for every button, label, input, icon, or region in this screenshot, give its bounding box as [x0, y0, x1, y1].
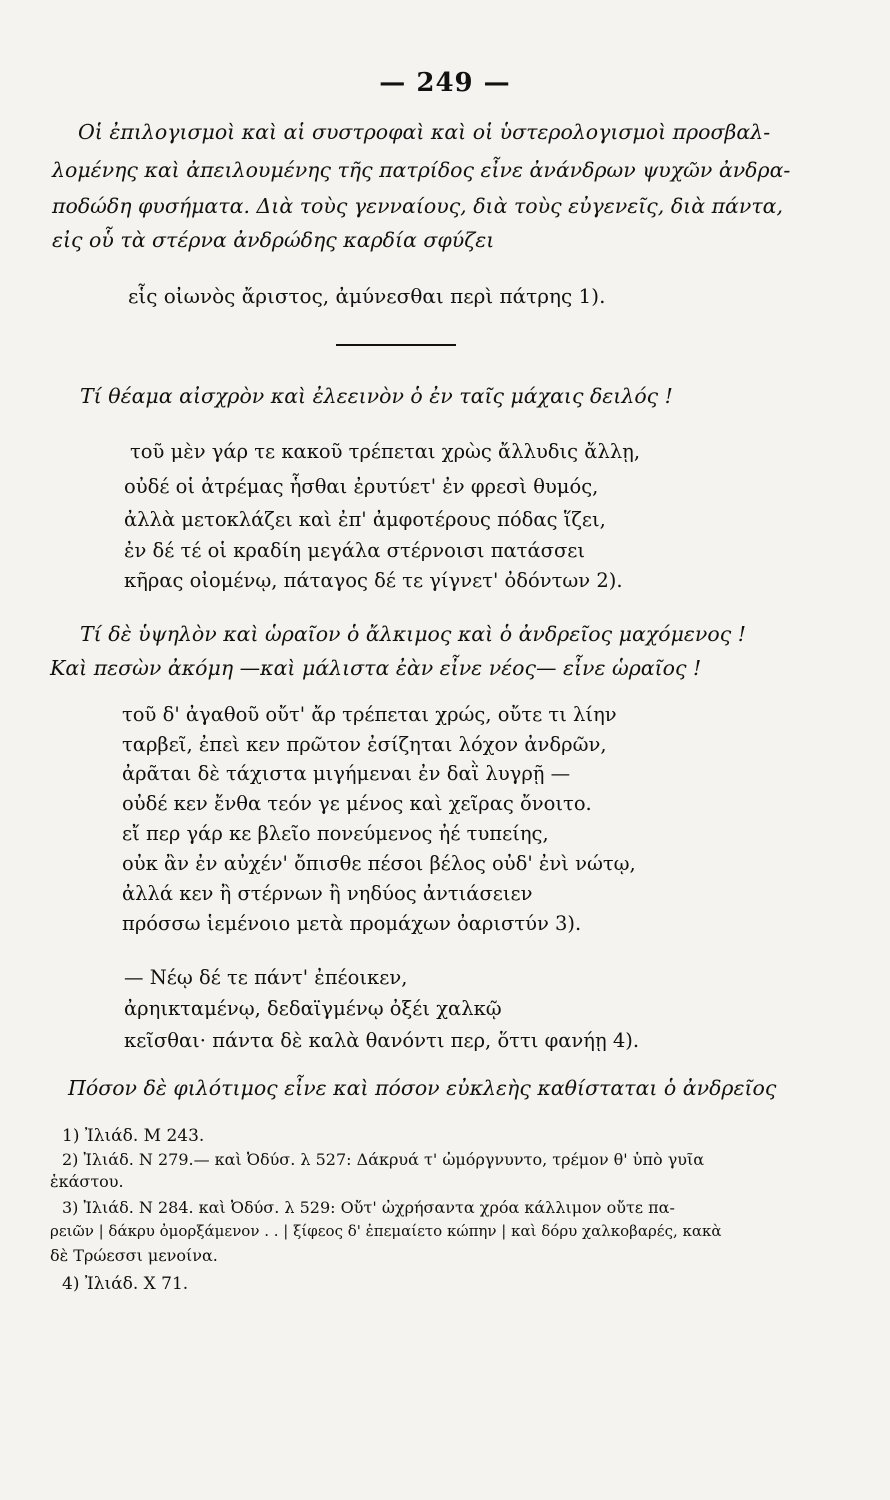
- para1-line-3: ποδώδη φυσήματα. Διὰ τοὺς γενναίους, διὰ τοὺς εὐγενεῖς, διὰ πάντα,: [52, 194, 784, 218]
- verse2-line-2: ταρβεῖ, ἐπεὶ κεν πρῶτον ἐσίζηται λόχον ἀνδρῶν,: [122, 733, 607, 756]
- verse1-line-3: ἀλλὰ μετοκλάζει καὶ ἐπ' ἀμφοτέρους πόδας ἵζει,: [124, 508, 606, 531]
- footnote-4: 4) Ἰλιάδ. Χ 71.: [62, 1274, 189, 1294]
- verse3-line-1: — Νέῳ δέ τε πάντ' ἐπέοικεν,: [124, 966, 408, 989]
- footnote-2: 2) Ἰλιάδ. Ν 279.— καὶ Ὀδύσ. λ 527: Δάκρυά τ' ὠμόργνυντο, τρέμον θ' ὑπὸ γυῖα: [62, 1150, 705, 1169]
- verse3-line-3: κεῖσθαι· πάντα δὲ καλὰ θανόντι περ, ὅττι φανήῃ 4).: [124, 1029, 640, 1052]
- para3-line-2: Καὶ πεσὼν ἀκόμη —καὶ μάλιστα ἐὰν εἶνε νέος— εἶνε ὡραῖος !: [50, 656, 702, 680]
- verse2-line-8: πρόσσω ἱεμένοιο μετὰ προμάχων ὀαριστύν 3).: [122, 912, 582, 935]
- footnote-3: 3) Ἰλιάδ. Ν 284. καὶ Ὀδύσ. λ 529: Οὔτ' ὠχρήσαντα χρόα κάλλιμον οὔτε πα-: [62, 1198, 675, 1217]
- verse2-line-4: οὐδέ κεν ἔνθα τεόν γε μένος καὶ χεῖρας ὄνοιτο.: [122, 792, 592, 815]
- para1-line-4: εἰς οὗ τὰ στέρνα ἀνδρώδης καρδία σφύζει: [52, 228, 495, 252]
- para1-line-2: λομένης καὶ ἀπειλουμένης τῆς πατρίδος εἶνε ἀνάνδρων ψυχῶν ἀνδρα-: [52, 158, 791, 182]
- footnote-3-end: δὲ Τρώεσσι μενοίνα.: [50, 1246, 218, 1265]
- footnote-3-cont: ρειῶν | δάκρυ ὀμορξάμενον . . | ξίφεος δ' ἐπεμαίετο κώπην | καὶ δόρυ χαλκοβαρές, κακὰ: [50, 1222, 722, 1240]
- verse2-line-5: εἴ περ γάρ κε βλεῖο πονεύμενος ἠέ τυπείης,: [122, 822, 549, 845]
- para2: Τί θέαμα αἰσχρὸν καὶ ἐλεεινὸν ὁ ἐν ταῖς μάχαις δειλός !: [80, 384, 673, 408]
- para1-line-1: Οἱ ἐπιλογισμοὶ καὶ αἱ συστροφαὶ καὶ οἱ ὑστερολογισμοὶ προσβαλ-: [78, 120, 771, 144]
- verse2-line-3: ἀρᾶται δὲ τάχιστα μιγήμεναι ἐν δαῒ λυγρῇ —: [122, 762, 571, 785]
- page-number: — 249 —: [379, 68, 511, 98]
- verse1-line-4: ἐν δέ τέ οἱ κραδίη μεγάλα στέρνοισι πατάσσει: [124, 539, 586, 562]
- section-divider: [336, 344, 456, 346]
- verse1-line-5: κῆρας οἰομένῳ, πάταγος δέ τε γίγνετ' ὀδόντων 2).: [124, 569, 623, 592]
- verse2-line-6: οὐκ ἂν ἐν αὐχέν' ὄπισθε πέσοι βέλος οὐδ' ἐνὶ νώτῳ,: [122, 852, 636, 875]
- footnote-2-cont: ἑκάστου.: [50, 1172, 124, 1191]
- verse1-line-2: οὐδέ οἱ ἀτρέμας ἧσθαι ἐρυτύετ' ἐν φρεσὶ θυμός,: [124, 475, 599, 498]
- footnote-1: 1) Ἰλιάδ. Μ 243.: [62, 1126, 205, 1146]
- verse1-line-1: τοῦ μὲν γάρ τε κακοῦ τρέπεται χρὼς ἄλλυδις ἄλλῃ,: [130, 440, 641, 463]
- verse2-line-1: τοῦ δ' ἀγαθοῦ οὔτ' ἄρ τρέπεται χρώς, οὔτε τι λίην: [122, 703, 617, 726]
- verse3-line-2: ἀρηικταμένῳ, δεδαϊγμένῳ ὀξέι χαλκῷ: [124, 997, 502, 1020]
- para3-line-1: Τί δὲ ὑψηλὸν καὶ ὡραῖον ὁ ἄλκιμος καὶ ὁ ἀνδρεῖος μαχόμενος !: [80, 622, 746, 646]
- verse2-line-7: ἀλλά κεν ἢ στέρνων ἢ νηδύος ἀντιάσειεν: [122, 882, 533, 905]
- para4: Πόσον δὲ φιλότιμος εἶνε καὶ πόσον εὐκλεὴς καθίσταται ὁ ἀνδρεῖος: [68, 1076, 777, 1100]
- quote-1: εἷς οἰωνὸς ἄριστος, ἀμύνεσθαι περὶ πάτρης 1).: [128, 284, 606, 308]
